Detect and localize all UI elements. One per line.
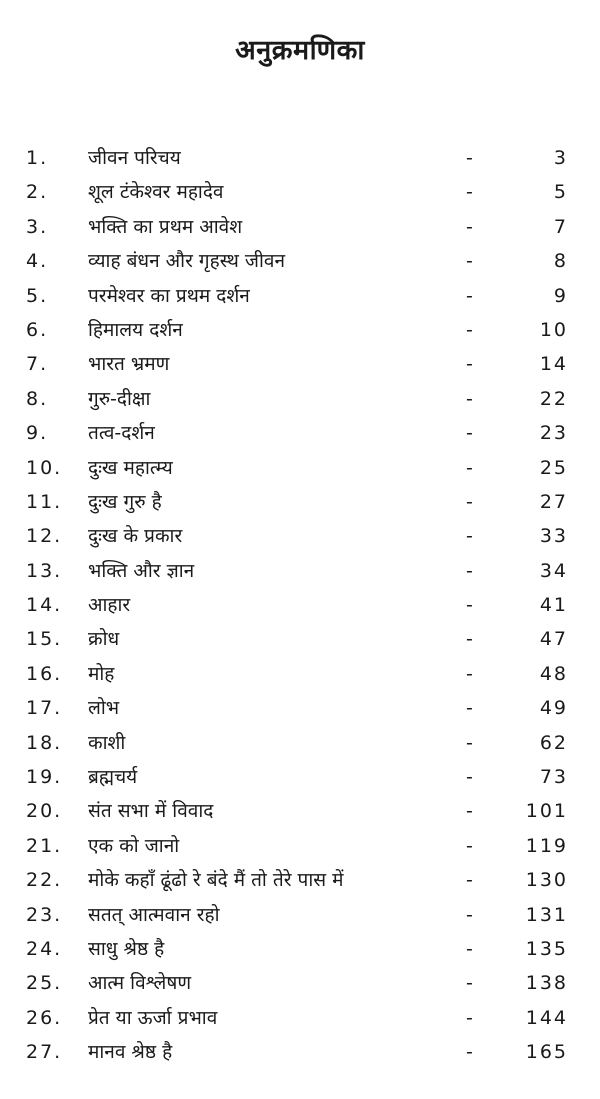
toc-entry-page: 130 xyxy=(525,869,568,892)
toc-entry-page: 10 xyxy=(539,318,568,341)
toc-entry-page: 7 xyxy=(553,215,568,238)
toc-entry-title: हिमालय दर्शन xyxy=(88,318,183,341)
toc-entry-dash: - xyxy=(466,731,473,754)
toc-entry-title: काशी xyxy=(88,731,126,754)
toc-entry xyxy=(0,726,600,760)
toc-entry-page: 165 xyxy=(525,1041,568,1064)
toc-entry xyxy=(0,760,600,794)
toc-entry-dash: - xyxy=(466,834,473,857)
toc-entry xyxy=(0,313,600,347)
toc-entry-dash: - xyxy=(466,387,473,410)
toc-entry-number: 10. xyxy=(26,456,63,479)
toc-entry-title: भारत भ्रमण xyxy=(88,353,170,376)
toc-entry-title: तत्व-दर्शन xyxy=(88,422,155,445)
toc-entry-title: मोके कहाँ ढूंढो रे बंदे मैं तो तेरे पास में xyxy=(88,869,344,892)
toc-entry-dash: - xyxy=(466,697,473,720)
toc-entry xyxy=(0,1001,600,1035)
toc-entry xyxy=(0,519,600,553)
toc-entry-number: 24. xyxy=(26,937,63,960)
toc-entry-number: 6. xyxy=(26,318,49,341)
toc-entry xyxy=(0,898,600,932)
toc-entry-number: 19. xyxy=(26,766,63,789)
toc-entry-dash: - xyxy=(466,662,473,685)
toc-entry-title: लोभ xyxy=(88,697,120,720)
toc-entry-number: 26. xyxy=(26,1006,63,1029)
toc-entry-number: 2. xyxy=(26,181,49,204)
toc-entry-number: 4. xyxy=(26,250,49,273)
toc-entry xyxy=(0,347,600,381)
toc-entry xyxy=(0,932,600,966)
toc-entry-page: 49 xyxy=(539,697,568,720)
toc-entry-title: साधु श्रेष्ठ है xyxy=(88,937,165,960)
toc-entry-title: प्रेत या ऊर्जा प्रभाव xyxy=(88,1006,218,1029)
toc-entry-title: परमेश्वर का प्रथम दर्शन xyxy=(88,284,250,307)
toc-entry-number: 21. xyxy=(26,834,63,857)
toc-entry-title: संत सभा में विवाद xyxy=(88,800,214,823)
toc-entry-title: व्याह बंधन और गृहस्थ जीवन xyxy=(88,250,286,273)
toc-entry-page: 3 xyxy=(553,147,568,169)
toc-entry-dash: - xyxy=(466,250,473,273)
toc-entry xyxy=(0,554,600,588)
toc-entry xyxy=(0,244,600,278)
toc-entry-title: शूल टंकेश्वर महादेव xyxy=(88,181,224,204)
toc-entry-page: 9 xyxy=(553,284,568,307)
toc-entry xyxy=(0,622,600,656)
toc-entry-page: 23 xyxy=(539,422,568,445)
toc-entry-number: 27. xyxy=(26,1041,63,1064)
toc-entry-dash: - xyxy=(466,490,473,513)
toc-entry-title: मानव श्रेष्ठ है xyxy=(88,1041,173,1064)
toc-entry-page: 135 xyxy=(525,937,568,960)
toc-entry-page: 14 xyxy=(539,353,568,376)
toc-entry-dash: - xyxy=(466,284,473,307)
toc-entry xyxy=(0,485,600,519)
toc-entry-number: 1. xyxy=(26,147,49,169)
toc-entry-number: 22. xyxy=(26,869,63,892)
toc-entry-dash: - xyxy=(466,766,473,789)
toc-entry-dash: - xyxy=(466,972,473,995)
toc-entry-dash: - xyxy=(466,525,473,548)
toc-entry-page: 25 xyxy=(539,456,568,479)
toc-entry-dash: - xyxy=(466,628,473,651)
toc-entry-number: 7. xyxy=(26,353,49,376)
toc-entry-number: 25. xyxy=(26,972,63,995)
toc-entry-number: 20. xyxy=(26,800,63,823)
toc-entry-dash: - xyxy=(466,594,473,617)
toc-entry-page: 131 xyxy=(525,903,568,926)
toc-entry-number: 23. xyxy=(26,903,63,926)
toc-entry xyxy=(0,416,600,450)
toc-entry-title: आत्म विश्लेषण xyxy=(88,972,192,995)
toc-entry-number: 13. xyxy=(26,559,63,582)
toc-entry-number: 9. xyxy=(26,422,49,445)
toc-entry-number: 16. xyxy=(26,662,63,685)
toc-entry-number: 14. xyxy=(26,594,63,617)
toc-entry-dash: - xyxy=(466,1006,473,1029)
toc-entry-dash: - xyxy=(466,181,473,204)
toc-entry xyxy=(0,691,600,725)
toc-entry-page: 5 xyxy=(553,181,568,204)
toc-entry-dash: - xyxy=(466,422,473,445)
toc-entry xyxy=(0,141,600,175)
toc-entry-number: 3. xyxy=(26,215,49,238)
toc-entry-title: दुःख गुरु है xyxy=(88,490,162,513)
toc-entry-title: भक्ति और ज्ञान xyxy=(88,559,195,582)
toc-entry-page: 144 xyxy=(525,1006,568,1029)
toc-entry-title: सतत् आत्मवान रहो xyxy=(88,903,220,926)
toc-entry-number: 8. xyxy=(26,387,49,410)
toc-entry-dash: - xyxy=(466,1041,473,1064)
toc-entry xyxy=(0,966,600,1000)
toc-entry-page: 48 xyxy=(539,662,568,685)
toc-entry-page: 47 xyxy=(539,628,568,651)
toc-entry-number: 17. xyxy=(26,697,63,720)
toc-entry-number: 12. xyxy=(26,525,63,548)
toc-entry-number: 5. xyxy=(26,284,49,307)
toc-entry-dash: - xyxy=(466,559,473,582)
toc-entry-page: 73 xyxy=(539,766,568,789)
toc-entry xyxy=(0,1035,600,1069)
toc-entry-number: 15. xyxy=(26,628,63,651)
toc-entry-number: 18. xyxy=(26,731,63,754)
toc-entry xyxy=(0,451,600,485)
toc-entry-page: 101 xyxy=(525,800,568,823)
toc-entry-title: एक को जानो xyxy=(88,834,180,857)
toc-entry-dash: - xyxy=(466,147,473,169)
toc-entry-dash: - xyxy=(466,318,473,341)
toc-entry-page: 27 xyxy=(539,490,568,513)
toc-entry-page: 138 xyxy=(525,972,568,995)
toc-entry-dash: - xyxy=(466,215,473,238)
toc-entry-title: भक्ति का प्रथम आवेश xyxy=(88,215,243,238)
toc-entry-page: 62 xyxy=(539,731,568,754)
toc-entry-dash: - xyxy=(466,800,473,823)
toc-entry-page: 8 xyxy=(553,250,568,273)
toc-entry-title: गुरु-दीक्षा xyxy=(88,387,151,410)
toc-entry xyxy=(0,794,600,828)
page-title: अनुक्रमणिका xyxy=(235,35,365,66)
toc-entry xyxy=(0,382,600,416)
toc-entry xyxy=(0,279,600,313)
toc-entry-title: दुःख के प्रकार xyxy=(88,525,183,548)
toc-entry xyxy=(0,210,600,244)
toc-entry-dash: - xyxy=(466,456,473,479)
toc-entry xyxy=(0,829,600,863)
toc-entry-title: जीवन परिचय xyxy=(88,147,181,169)
toc-entry xyxy=(0,863,600,897)
toc-entry-title: मोह xyxy=(88,662,115,685)
toc-entry-dash: - xyxy=(466,869,473,892)
toc-entry-dash: - xyxy=(466,353,473,376)
table-of-contents xyxy=(0,141,600,1070)
toc-entry-title: ब्रह्मचर्य xyxy=(88,766,138,789)
toc-entry-number: 11. xyxy=(26,490,63,513)
toc-entry-page: 22 xyxy=(539,387,568,410)
toc-entry-page: 33 xyxy=(539,525,568,548)
toc-entry-dash: - xyxy=(466,903,473,926)
toc-entry xyxy=(0,657,600,691)
toc-entry-title: दुःख महात्म्य xyxy=(88,456,173,479)
toc-entry-page: 41 xyxy=(539,594,568,617)
toc-entry-dash: - xyxy=(466,937,473,960)
toc-entry-page: 119 xyxy=(525,834,568,857)
toc-entry-title: आहार xyxy=(88,594,131,617)
toc-entry xyxy=(0,588,600,622)
toc-entry-title: क्रोध xyxy=(88,628,120,651)
toc-entry xyxy=(0,175,600,209)
toc-entry-page: 34 xyxy=(539,559,568,582)
